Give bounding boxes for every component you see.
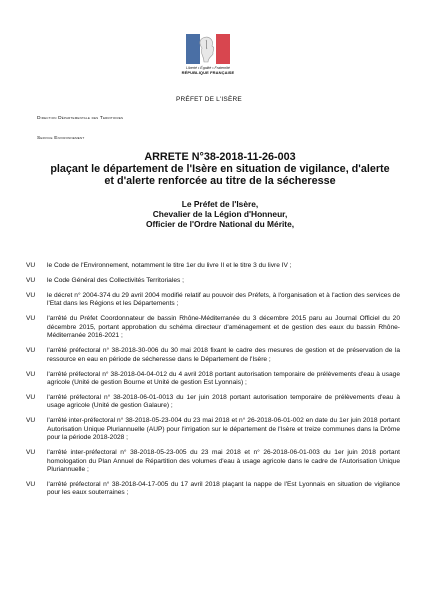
considerations-list (26, 262, 400, 504)
marianne-flag-icon (186, 34, 230, 64)
consideration-text: l'arrêté préfectoral n° 38-2018-04-17-005 du 17 avril 2018 plaçant la nappe de l'Est Lyonnais en situation de vigilance pour les eaux souterraines ; (47, 481, 400, 497)
consideration-text: l'arrêté inter-préfectoral n° 38-2018-05-23-004 du 23 mai 2018 et n° 26-2018-06-01-002 en date du 1er juin 2018 portant Autorisation Unique Pluriannuelle (AUP) pour l'irrigation sur le département de l'Isère et treize communes dans la Drôme pour la période 2018-2028 ; (47, 417, 400, 442)
signatory-line-1: Le Préfet de l'Isère, (181, 199, 259, 209)
decree-number: ARRETE N°38-2018-11-26-003 (144, 151, 296, 163)
vu-label: VU (26, 481, 36, 489)
consideration-item (26, 394, 400, 411)
consideration-text: le décret n° 2004-374 du 29 avril 2004 modifié relatif au pouvoir des Préfets, à l'organisation et à l'action des services de l'Etat dans les Régions et les Départements ; (47, 292, 400, 308)
signatory-block (40, 199, 400, 229)
consideration-text: le Code de l'Environnement, notamment le titre 1er du livre II et le titre 3 du livre IV ; (47, 262, 292, 269)
consideration-text: l'arrêté inter-préfectoral n° 38-2018-05-23-005 du 23 mai 2018 et n° 26-2018-06-01-003 du 1er juin 2018 portant homologation du Plan Annuel de Répartition des volumes d'eau à usage agricole dans le cadre de l'Autorisation Unique Pluriannuelle ; (47, 449, 400, 474)
prefect-heading: PRÉFET DE L'ISÈRE (176, 96, 242, 103)
service-name: Service Environnement (37, 136, 85, 141)
consideration-text: l'arrêté du Préfet Coordonnateur de bassin Rhône-Méditerranée du 3 décembre 2015 paru au Journal Officiel du 20 décembre 2015, portant approbation du schéma directeur d'aménagement et de gestion des eaux du bassin Rhône-Méditerranée 2016-2021 ; (47, 315, 400, 340)
consideration-item (26, 292, 400, 309)
consideration-item (26, 449, 400, 474)
decree-subject-line-1: plaçant le département de l'Isère en situation de vigilance, d'alerte (50, 163, 390, 175)
vu-label: VU (26, 417, 36, 425)
signatory-line-3: Officier de l'Ordre National du Mérite, (145, 219, 295, 229)
vu-label: VU (26, 292, 36, 299)
consideration-text: l'arrêté préfectoral n° 38-2018-30-006 du 30 mai 2018 fixant le cadre des mesures de gestion et de préservation de la ressource en eau en période de sécheresse dans le Département de l'Isère ; (47, 347, 400, 363)
consideration-item (26, 371, 400, 388)
republic-name: RÉPUBLIQUE FRANÇAISE (181, 70, 235, 75)
consideration-item (26, 481, 400, 498)
consideration-item (26, 417, 400, 442)
vu-label: VU (26, 262, 36, 269)
consideration-text: le Code Général des Collectivités Territoriales ; (47, 277, 184, 284)
vu-label: VU (26, 449, 36, 457)
vu-label: VU (26, 370, 36, 378)
signatory-line-2: Chevalier de la Légion d'Honneur, (152, 209, 288, 219)
vu-label: VU (26, 277, 36, 284)
direction-name: Direction Départementale des Territoires (37, 116, 124, 121)
vu-label: VU (26, 394, 36, 402)
decree-title (40, 151, 400, 187)
consideration-text: l'arrêté préfectoral n° 38-2018-06-01-0013 du 1er juin 2018 portant autorisation temporaire de prélèvements d'eau à usage agricole (Unité de gestion Galaure) ; (47, 394, 400, 410)
vu-label: VU (26, 347, 36, 355)
consideration-item (26, 315, 400, 340)
consideration-text: l'arrêté préfectoral n° 38-2018-04-04-012 du 4 avril 2018 portant autorisation temporaire de prélèvements d'eau à usage agricole (Unité de gestion Bourne et Unité de gestion Est Lyonnais) ; (47, 370, 400, 387)
decree-subject-line-2: et d'alerte renforcée au titre de la sécheresse (104, 175, 336, 187)
consideration-item (26, 277, 400, 285)
republic-motto: Liberté • Égalité • Fraternité (186, 66, 230, 70)
vu-label: VU (26, 315, 36, 323)
consideration-item (26, 262, 400, 270)
consideration-item (26, 347, 400, 364)
republique-francaise-logo (176, 34, 240, 75)
